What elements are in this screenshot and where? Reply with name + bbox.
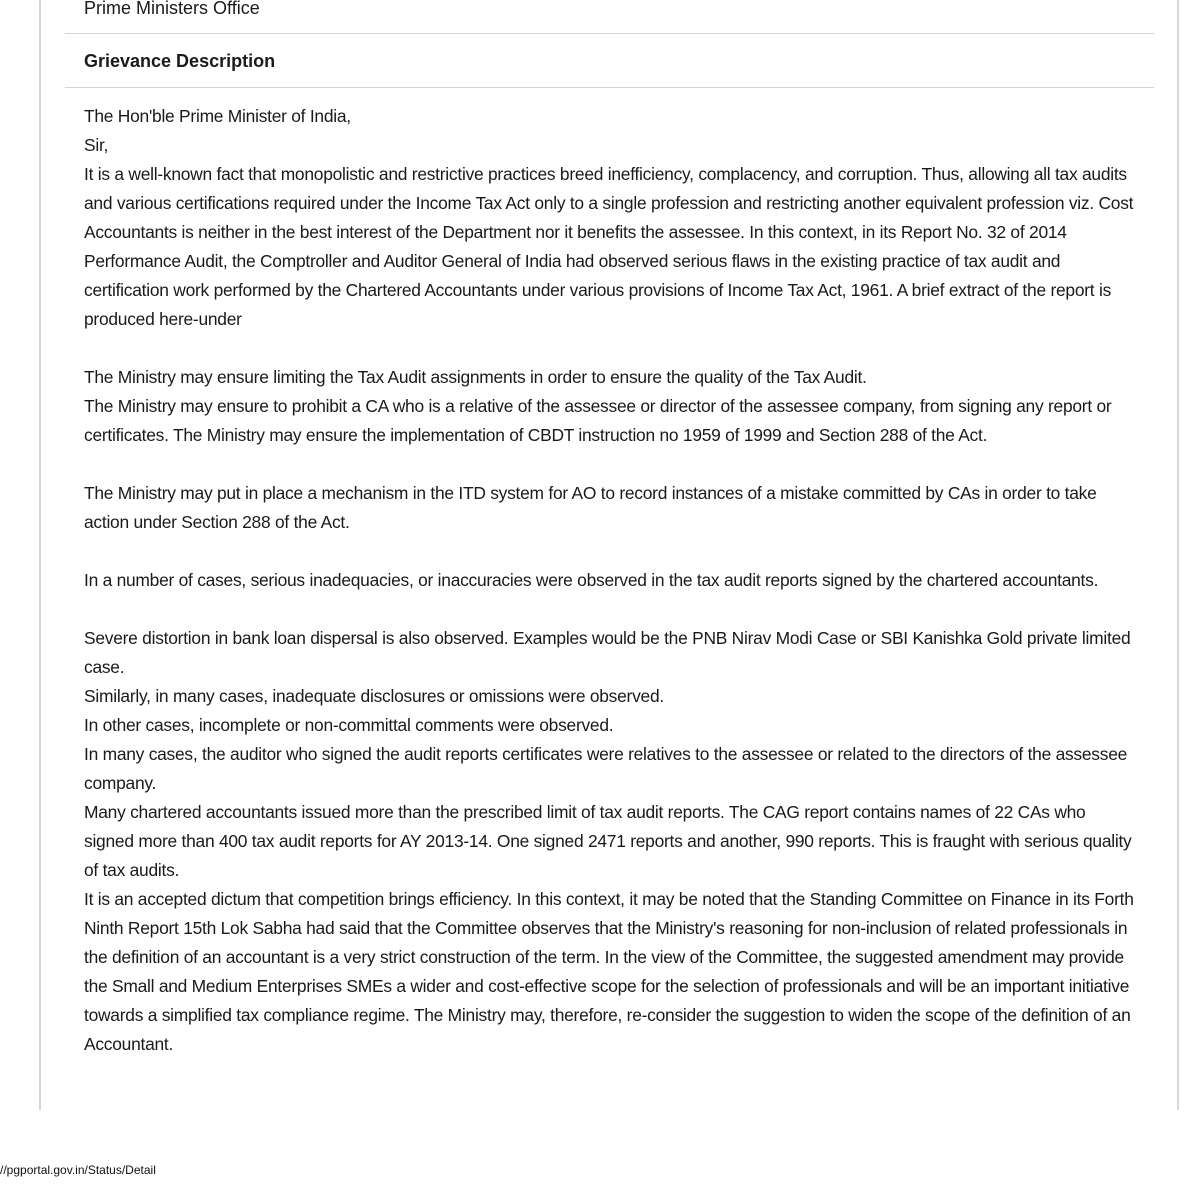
recommendation-prohibit: The Ministry may ensure to prohibit a CA who is a relative of the assessee or director of the assessee company, from signing any report or certificates. The Ministry may ensure the implementation of CBDT instruction no 1959 of 1999 and Section 288 of the Act. [84,396,1112,445]
intro-paragraph: It is a well-known fact that monopolistic and restrictive practices breed inefficiency, complacency, and corruption. Thus, allowing all tax audits and various certifications required under the Income Tax Act only to a single profession and restricting another equivalent profession viz. Cost Accountants is neither in the best interest of the Department nor it benefits the assessee. In this context, in its Report No. 32 of 2014 Performance Audit, the Comptroller and Auditor General of India had observed serious flaws in the existing practice of tax audit and certification work performed by the Chartered Accountants under various provisions of Income Tax Act, 1961. A brief extract of the report is produced here-under [84,164,1134,329]
observation-inadequacies: In a number of cases, serious inadequacies, or inaccuracies were observed in the tax audit reports signed by the chartered accountants. [84,570,1099,590]
observation-limit: Many chartered accountants issued more than the prescribed limit of tax audit reports. The CAG report contains names of 22 CAs who signed more than 400 tax audit reports for AY 2013-14. One signed 2471 reports and another, 990 reports. This is fraught with serious quality of tax audits. [84,802,1132,880]
observation-bank-loan: Severe distortion in bank loan dispersal is also observed. Examples would be the PNB Nirav Modi Case or SBI Kanishka Gold private limited case. [84,628,1131,677]
observation-relatives: In many cases, the auditor who signed the audit reports certificates were relatives to the assessee or related to the directors of the assessee company. [84,744,1128,793]
recommendation-limit: The Ministry may ensure limiting the Tax Audit assignments in order to ensure the quality of the Tax Audit. [84,367,867,387]
paragraph-gap [84,450,1138,479]
observation-disclosures: Similarly, in many cases, inadequate disclosures or omissions were observed. [84,686,664,706]
conclusion-paragraph: It is an accepted dictum that competition brings efficiency. In this context, it may be noted that the Standing Committee on Finance in its Forth Ninth Report 15th Lok Sabha had said that the Committee observes that the Ministry's reasoning for non-inclusion of related professionals in the definition of an accountant is a very strict construction of the term. In the view of the Committee, the suggested amendment may provide the Small and Medium Enterprises SMEs a wider and cost-effective scope for the selection of professionals and will be an important initiative towards a simplified tax compliance regime. The Ministry may, therefore, re-consider the suggestion to widen the scope of the definition of an Accountant. [84,889,1134,1054]
sir-line: Sir, [84,135,109,155]
salutation-line: The Hon'ble Prime Minister of India, [84,106,351,126]
grievance-description-heading: Grievance Description [84,51,276,71]
office-name: Prime Ministers Office [84,0,260,18]
recommendation-mechanism: The Ministry may put in place a mechanism in the ITD system for AO to record instances of a mistake committed by CAs in order to take action under Section 288 of the Act. [84,483,1097,532]
divider [65,33,1154,34]
paragraph-gap [84,595,1138,624]
observation-comments: In other cases, incomplete or non-committal comments were observed. [84,715,614,735]
paragraph-gap [84,334,1138,363]
paragraph-gap [84,537,1138,566]
grievance-description-body [84,102,1138,1059]
divider [65,87,1154,88]
page-url: //pgportal.gov.in/Status/Detail [0,1163,156,1177]
